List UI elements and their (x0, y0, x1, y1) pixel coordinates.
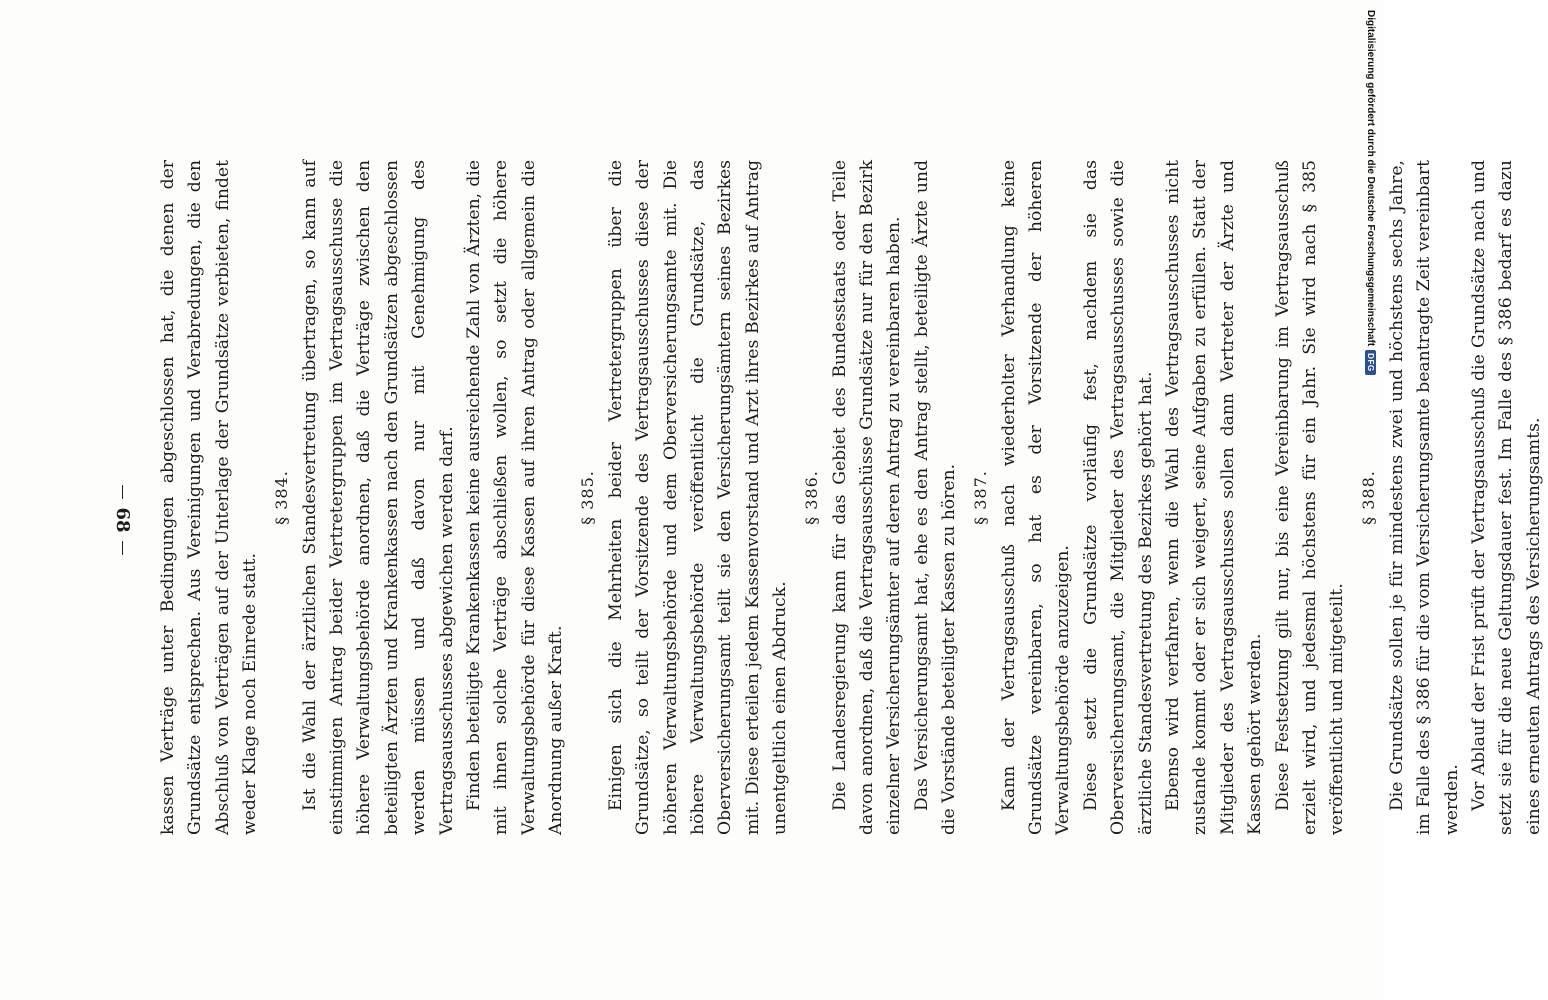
paragraph: Vor Ablauf der Frist prüft der Vertragsausschuß die Grundsätze nach und setzt sie für die neue Geltungsdauer fest. Im Falle des § 386 bedarf es dazu eines erneuten Antrags des Versicherungsamts. (1469, 160, 1544, 835)
paragraph: Finden beteiligte Krankenkassen keine ausreichende Zahl von Ärzten, die mit ihnen solche Verträge abschließen wollen, so setzt die höhere Verwaltungsbehörde für diese Kassen auf ihren Antrag oder allgemein die Anordnung außer Kraft. (464, 160, 567, 835)
paragraph: kassen Verträge unter Bedingungen abgeschlossen hat, die denen der Grundsätze entsprechen. Aus Vereinigungen und Verabredungen, die den Abschluß von Verträgen auf der Unterlage der Grundsätze verbieten, findet weder Klage noch Einrede statt. (158, 160, 261, 835)
paragraph: Das Versicherungsamt hat, ehe es den Antrag stellt, beteiligte Ärzte und die Vorstände beteiligter Kassen zu hören. (911, 160, 960, 835)
page-number: 68 (112, 507, 134, 533)
dfg-logo-icon: DFG (1366, 350, 1377, 374)
section-heading: § 386. (801, 470, 821, 525)
section-heading: § 388. (1358, 470, 1378, 525)
text-column (155, 160, 1548, 835)
digitization-credit (1360, 10, 1382, 790)
paragraph: Kann der Vertragsausschuß nach wiederholter Verhandlung keine Grundsätze vereinbaren, so hat es der Vorsitzende der höheren Verwaltungsbehörde anzuzeigen. (998, 160, 1074, 835)
section-heading: § 387. (970, 470, 990, 525)
paragraph: Diese setzt die Grundsätze vorläufig fest, nachdem sie das Oberversicherungsamt, die Mitglieder des Vertragsausschusses sowie die ärztliche Standesvertretung des Bezirkes gehört hat. (1080, 160, 1156, 835)
dash-left (123, 485, 124, 499)
paragraph: Ebenso wird verfahren, wenn die Wahl des Vertragsausschusses nicht zustande kommt oder er sich weigert, seine Aufgaben zu erfüllen. Statt der Mitglieder des Vertragsausschusses sollen dann Vertreter der Ärzte und Kassen gehört werden. (1163, 160, 1266, 835)
page-number-header (103, 480, 143, 560)
section-heading: § 385. (577, 470, 597, 525)
credit-text: Digitalisierung gefördert durch die Deutsche Forschungsgemeinschaft (1365, 10, 1377, 347)
paragraph: Die Grundsätze sollen je für mindestens zwei und höchstens sechs Jahre, im Falle des § 386 für die vom Versicherungsamte beantragte Zeit vereinbart werden. (1386, 160, 1462, 835)
dash-right (123, 541, 124, 555)
paragraph: Ist die Wahl der ärztlichen Standesvertretung übertragen, so kann auf einstimmigen Antrag beider Vertretergruppen im Vertragsausschusse die höhere Verwaltungsbehörde anordnen, daß die Verträge zwischen den beteiligten Ärzten und Krankenkassen nach den Grundsätzen abgeschlossen werden müssen und daß davon nur mit Genehmigung des Vertragsausschusses abgewichen werden darf. (299, 160, 457, 835)
paragraph: Diese Festsetzung gilt nur, bis eine Vereinbarung im Vertragsausschuß erzielt wird, und jedesmal höchstens für ein Jahr. Sie wird nach § 385 veröffentlicht und mitgeteilt. (1272, 160, 1348, 835)
section-heading: § 384. (271, 470, 291, 525)
paragraph: Einigen sich die Mehrheiten beider Vertretergruppen über die Grundsätze, so teilt der Vorsitzende des Vertragsausschusses diese der höheren Verwaltungsbehörde und dem Oberversicherungsamte mit. Die höhere Verwaltungsbehörde veröffentlicht die Grundsätze, das Oberversicherungsamt teilt sie den Versicherungsämtern seines Bezirkes mit. Diese erteilen jedem Kassenvorstand und Arzt ihres Bezirkes auf Antrag unentgeltlich einen Abdruck. (605, 160, 791, 835)
paragraph: Die Landesregierung kann für das Gebiet des Bundesstaats oder Teile davon anordnen, daß die Vertragsausschüsse Grundsätze nur für den Bezirk einzelner Versicherungsämter auf deren Antrag zu vereinbaren haben. (829, 160, 905, 835)
